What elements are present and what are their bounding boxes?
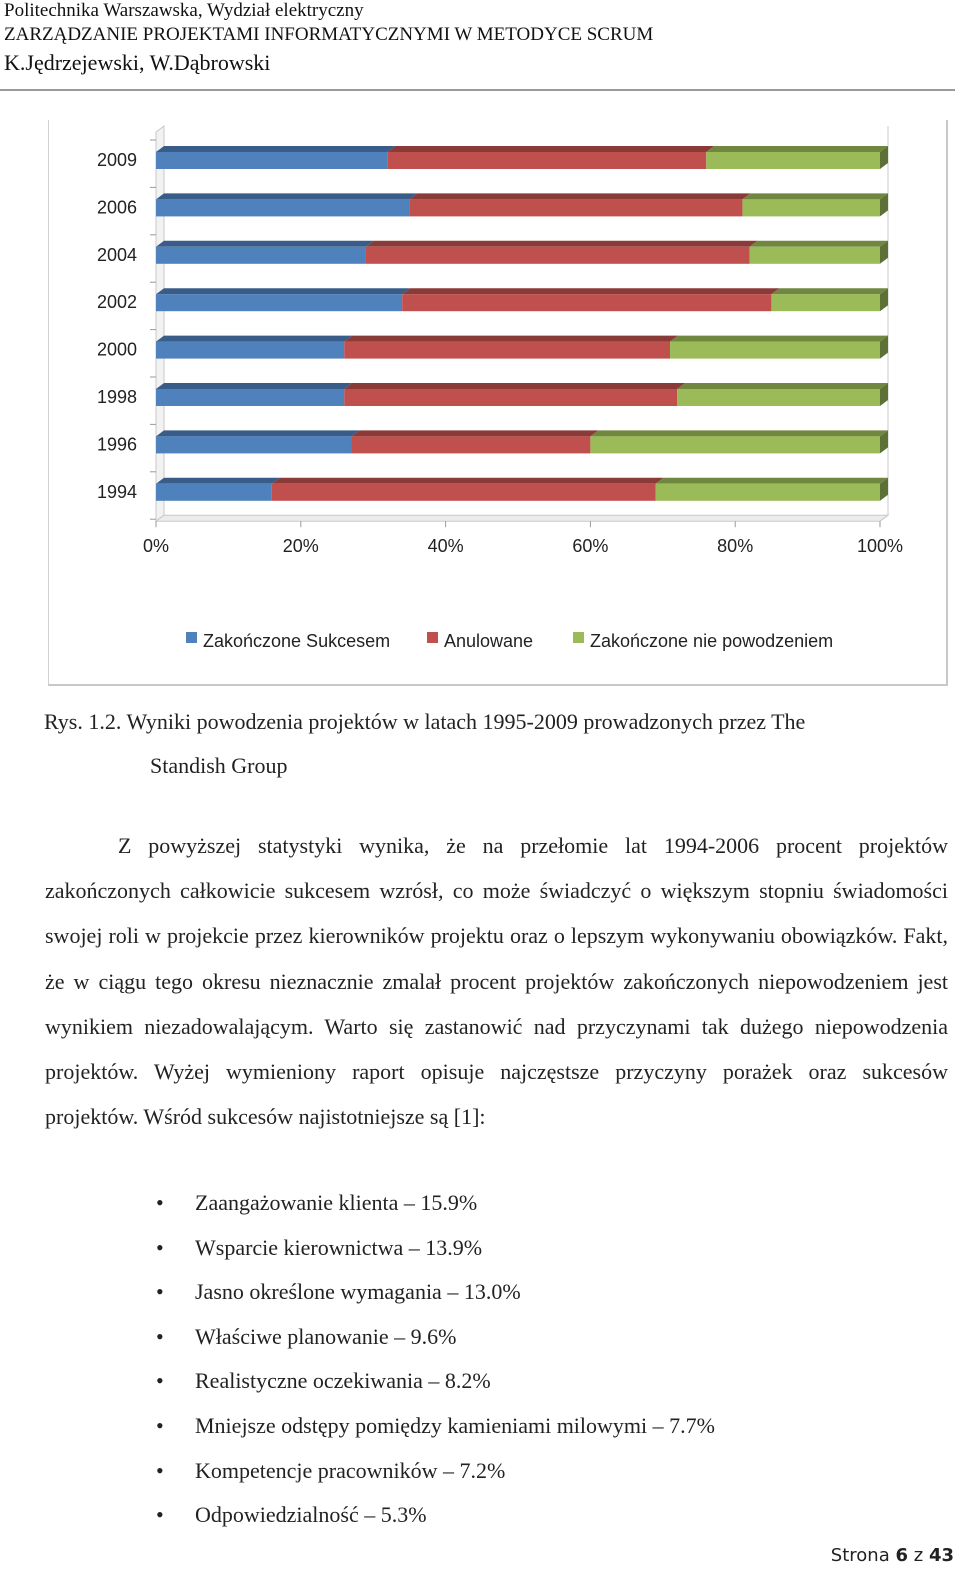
legend-label: Anulowane [444, 631, 534, 651]
bar-segment-face [156, 294, 402, 311]
bar-segment-face [656, 484, 880, 501]
bullet-icon: • [156, 1502, 164, 1528]
list-item [0, 1317, 715, 1362]
list-item-text: Kompetencje pracowników – 7.2% [195, 1457, 506, 1483]
bar-segment-top [156, 383, 352, 389]
bar-segment [677, 383, 888, 406]
list-item-text: Mniejsze odstępy pomiędzy kamieniami milowymi – 7.7% [195, 1412, 715, 1438]
bar-segment-face [156, 484, 272, 501]
list-item [0, 1495, 715, 1540]
list-item-text: Realistyczne oczekiwania – 8.2% [195, 1368, 491, 1394]
bar-segment-top [156, 146, 396, 152]
bar-segment-face [677, 389, 880, 406]
bar-segment-face [409, 199, 742, 216]
bar-segment-top [344, 336, 678, 342]
footer-page-number: 6 [895, 1545, 909, 1566]
bar-segment-face [742, 199, 880, 216]
bar-segment [344, 336, 678, 359]
x-tick-label: 100% [856, 536, 904, 557]
list-item [0, 1451, 715, 1496]
bar-segment [156, 336, 352, 359]
bar-segment [409, 193, 750, 216]
legend-label: Zakończone Sukcesem [203, 631, 391, 651]
list-item [0, 1272, 715, 1317]
bar-segment-top [670, 336, 888, 342]
bar-segment [344, 383, 685, 406]
chart-side-wall [156, 126, 164, 521]
chart-floor [156, 515, 888, 521]
list-item-text: Odpowiedzialność – 5.3% [195, 1502, 427, 1528]
y-tick-label: 2000 [96, 339, 137, 360]
list-item-text: Zaangażowanie klienta – 15.9% [195, 1190, 478, 1215]
header-authors: K.Jędrzejewski, W.Dąbrowski [4, 50, 271, 75]
figure-caption: Rys. 1.2. Wyniki powodzenia projektów w latach 1995-2009 prowadzonych przez The [44, 709, 806, 734]
y-tick-label: 1996 [96, 434, 137, 455]
bar-segment-face [590, 436, 880, 453]
bar-segment [402, 288, 779, 311]
bar-segment-face [366, 247, 750, 264]
footer-separator: z [913, 1545, 924, 1566]
list-item-text: Właściwe planowanie – 9.6% [195, 1323, 457, 1349]
bar-segment-top [272, 478, 664, 484]
bar-segment-face [771, 294, 880, 311]
bar-segment [156, 241, 374, 264]
bar-segment-face [402, 294, 771, 311]
y-tick-label: 1998 [96, 387, 137, 407]
bar-segment-top [351, 430, 598, 436]
header-institution: Politechnika Warszawska, Wydział elektryczny [4, 0, 364, 21]
x-tick-label: 60% [572, 536, 609, 557]
bar-segment [706, 146, 888, 169]
bar-segment [272, 478, 664, 501]
bullet-icon: • [156, 1234, 164, 1260]
bullet-icon: • [156, 1323, 164, 1349]
bullet-icon: • [156, 1368, 164, 1394]
bar-segment-top [750, 241, 888, 247]
bar-segment-face [670, 342, 880, 359]
legend-swatch [573, 632, 584, 643]
bar-segment-top [771, 288, 888, 294]
body-paragraph [45, 823, 948, 1139]
legend-swatch [427, 632, 438, 643]
bar-segment [670, 336, 888, 359]
bar-segment-top [402, 288, 779, 294]
y-tick-label: 1994 [96, 481, 137, 502]
bar-segment-face [272, 484, 656, 501]
chart-axes [150, 126, 888, 527]
bar-segment-face [706, 152, 880, 169]
chart-bars [156, 146, 888, 501]
y-tick-label: 2006 [96, 197, 137, 218]
bullet-icon: • [156, 1190, 164, 1215]
bar-segment-face [344, 342, 670, 359]
bar-segment [388, 146, 715, 169]
y-tick-label: 2002 [96, 292, 137, 313]
bar-segment-top [656, 478, 888, 484]
legend-swatch [186, 632, 197, 643]
bar-segment [156, 288, 410, 311]
legend-item [573, 631, 833, 651]
bar-segment-face [156, 247, 366, 264]
bar-segment-face [388, 152, 707, 169]
bar-segment-face [156, 389, 344, 406]
y-tick-label: 2004 [96, 244, 137, 265]
list-item [0, 1361, 715, 1406]
bar-segment-top [590, 430, 888, 436]
bar-segment-face [344, 389, 677, 406]
bar-segment [156, 430, 359, 453]
stacked-bar-chart [0, 120, 960, 690]
bar-segment [156, 193, 417, 216]
chart-legend [186, 631, 833, 651]
bar-segment-top [706, 146, 888, 152]
x-tick-label: 80% [717, 536, 754, 557]
footer-total-pages: 43 [928, 1545, 954, 1566]
bar-segment-face [156, 152, 388, 169]
x-tick-label: 20% [282, 536, 319, 557]
bar-segment-face [351, 436, 590, 453]
bar-segment [656, 478, 888, 501]
bar-segment-top [156, 336, 352, 342]
list-item [0, 1183, 715, 1228]
legend-item [186, 631, 390, 651]
list-item-text: Wsparcie kierownictwa – 13.9% [195, 1234, 483, 1260]
x-tick-label: 0% [142, 536, 170, 557]
bullet-icon: • [156, 1457, 164, 1483]
figure-caption-continued: Standish Group [150, 753, 288, 778]
bar-segment-top [156, 288, 410, 294]
bar-segment-face [750, 247, 880, 264]
bar-segment [742, 193, 888, 216]
bar-segment [366, 241, 758, 264]
header-divider [0, 89, 955, 91]
x-tick-label: 40% [427, 536, 464, 557]
bar-segment [156, 478, 280, 501]
legend-item [427, 631, 533, 651]
bar-segment-top [677, 383, 888, 389]
bar-segment-face [156, 199, 409, 216]
footer-prefix: Strona [830, 1545, 890, 1566]
bar-segment-top [366, 241, 758, 247]
page-footer [831, 1545, 954, 1566]
bar-segment-top [742, 193, 888, 199]
bar-segment-top [344, 383, 685, 389]
bar-segment-top [388, 146, 715, 152]
bar-segment-top [409, 193, 750, 199]
bar-segment-top [156, 241, 374, 247]
bar-segment [771, 288, 888, 311]
bullet-icon: • [156, 1412, 164, 1438]
list-item [0, 1228, 715, 1273]
legend-label: Zakończone nie powodzeniem [590, 631, 834, 651]
list-item [0, 1406, 715, 1451]
bullet-icon: • [156, 1279, 164, 1305]
bar-segment [351, 430, 598, 453]
bar-segment [156, 146, 396, 169]
y-tick-label: 2009 [96, 150, 137, 170]
header-course-title: ZARZĄDZANIE PROJEKTAMI INFORMATYCZNYMI W METODYCE SCRUM [4, 24, 654, 45]
success-factors-list [0, 1183, 715, 1540]
bar-segment [590, 430, 888, 453]
list-item-text: Jasno określone wymagania – 13.0% [195, 1279, 521, 1305]
bar-segment-face [156, 436, 351, 453]
bar-segment [750, 241, 888, 264]
bar-segment-top [156, 478, 280, 484]
bar-segment-top [156, 430, 359, 436]
bar-segment-top [156, 193, 417, 199]
bar-segment-face [156, 342, 344, 359]
body-paragraph-text: Z powyższej statystyki wynika, że na przełomie lat 1994-2006 procent projektów zakończonych całkowicie sukcesem wzrósł, co może świadczyć o większym stopniu świadomości swojej roli w projekcie przez kierowników projektu oraz o lepszym wykonywaniu obowiązków. Fakt, że w ciągu tego okresu nieznacznie zmalał procent projektów zakończonych niepowodzeniem jest wynikiem niezadowalającym. Warto się zastanowić nad przyczynami tak dużego niepowodzenia projektów. Wyżej wymieniony raport opisuje najczęstsze przyczyny porażek oraz sukcesów projektów. Wśród sukcesów najistotniejsze są [1]: [45, 833, 948, 1130]
bar-segment [156, 383, 352, 406]
